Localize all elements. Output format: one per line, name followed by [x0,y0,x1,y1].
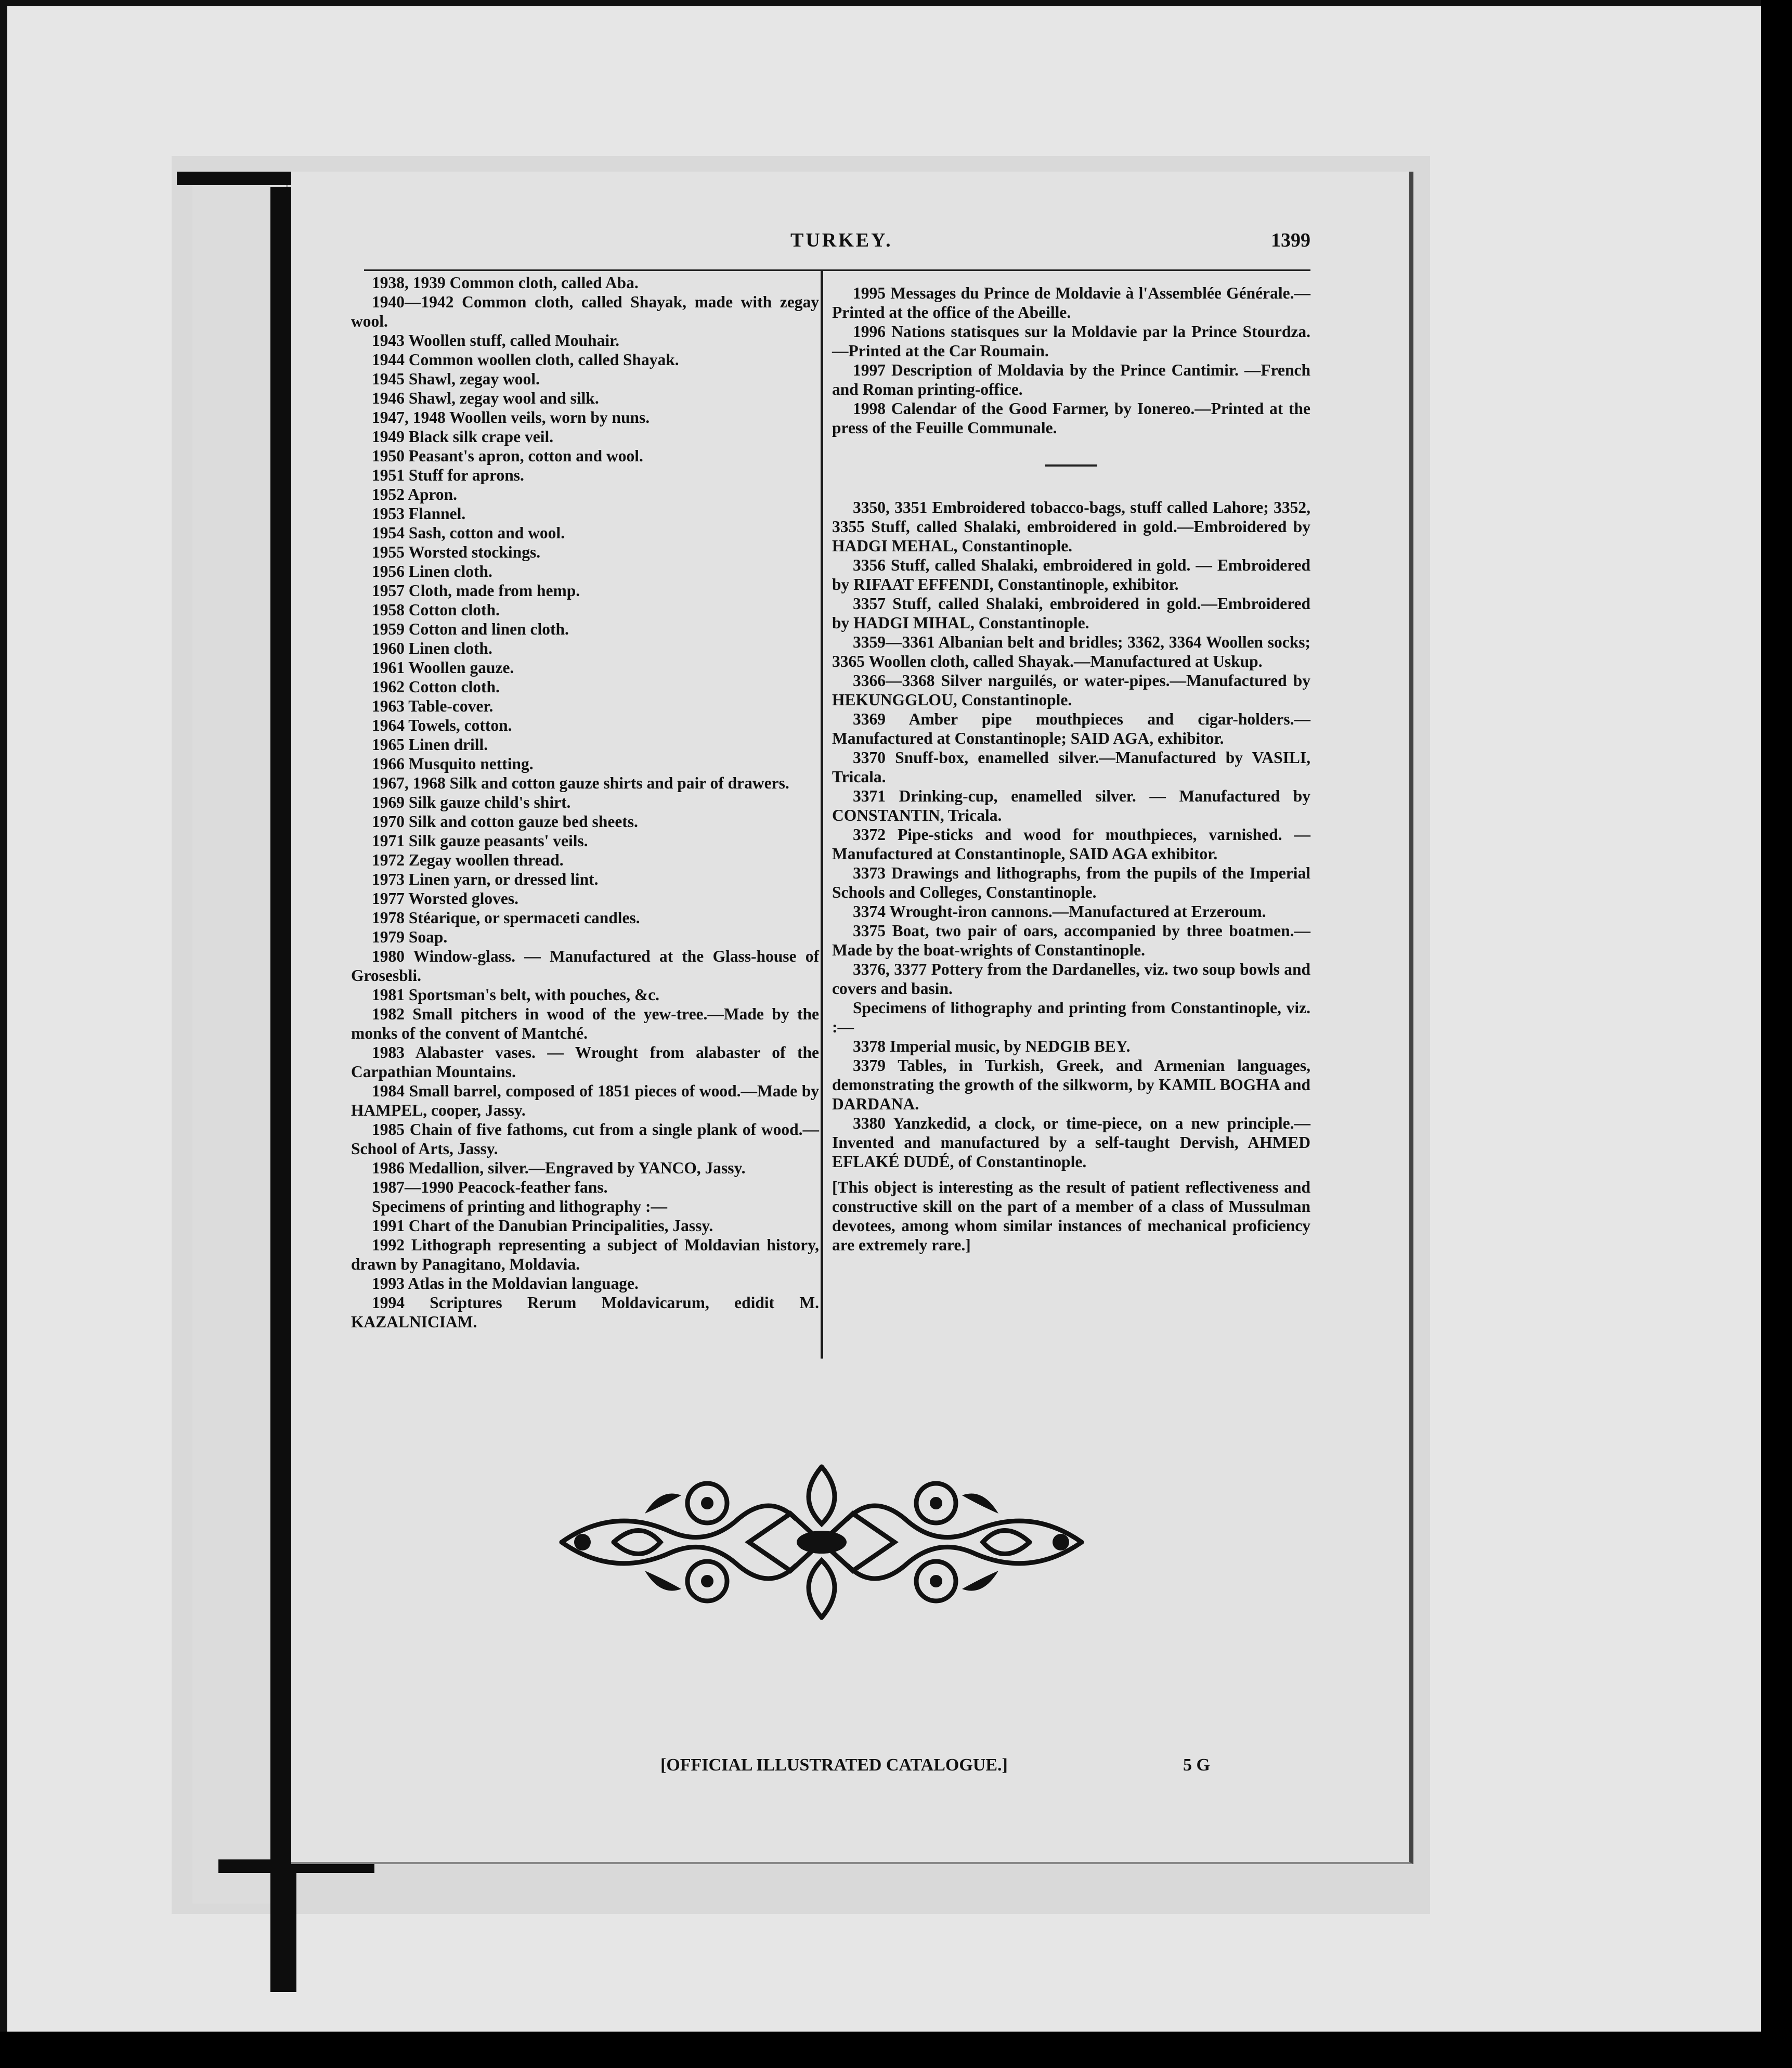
catalogue-entry: 1945 Shawl, zegay wool. [372,370,540,388]
catalogue-entry: 1960 Linen cloth. [372,639,492,657]
page-number: 1399 [1271,229,1310,251]
catalogue-entry: 1955 Worsted stockings. [372,543,541,561]
catalogue-entry: 1993 Atlas in the Moldavian language. [372,1274,639,1292]
catalogue-entry: 1996 Nations statisques sur la Moldavie par la Prince Stourdza.—Printed at the Car Roumain. [832,322,1310,360]
catalogue-entry: 1984 Small barrel, composed of 1851 pieces of wood.—Made by HAMPEL, cooper, Jassy. [351,1082,819,1119]
catalogue-entry: 1943 Woollen stuff, called Mouhair. [372,331,620,350]
catalogue-entry: 1940—1942 Common cloth, called Shayak, made with zegay wool. [351,293,819,330]
catalogue-entry: 3371 Drinking-cup, enamelled silver. — Manufactured by CONSTANTIN, Tricala. [832,787,1310,824]
catalogue-entry: 1978 Stéarique, or spermaceti candles. [372,909,640,927]
catalogue-entry: 3356 Stuff, called Shalaki, embroidered in gold. — Embroidered by RIFAAT EFFENDI, Constantinople, exhibitor. [832,556,1310,593]
catalogue-entry: 1967, 1968 Silk and cotton gauze shirts and pair of drawers. [372,774,789,792]
catalogue-entry: 1979 Soap. [372,928,448,946]
catalogue-entry: 1938, 1939 Common cloth, called Aba. [372,274,639,292]
catalogue-entry: 1997 Description of Moldavia by the Prince Cantimir. —French and Roman printing-office. [832,361,1310,398]
catalogue-entry: 1952 Apron. [372,485,457,503]
catalogue-entry: 1954 Sash, cotton and wool. [372,524,565,542]
header-rule [364,269,1310,271]
right-column-top-entries [832,283,1310,437]
catalogue-entry: 1986 Medallion, silver.—Engraved by YANCO, Jassy. [372,1159,746,1177]
catalogue-entry: 1961 Woollen gauze. [372,658,514,677]
catalogue-entry: 3380 Yanzkedid, a clock, or time-piece, on a new principle.—Invented and manufactured by a self-taught Dervish, AHMED EFLAKÉ DUDÉ, of Constantinople. [832,1114,1310,1171]
catalogue-entry: 3378 Imperial music, by NEDGIB BEY. [853,1037,1131,1055]
catalogue-entry: 1998 Calendar of the Good Farmer, by Ionereo.—Printed at the press of the Feuille Communale. [832,399,1310,437]
left-column [351,273,819,1332]
catalogue-entry: 3372 Pipe-sticks and wood for mouthpieces, varnished. — Manufactured at Constantinople, SAID AGA exhibitor. [832,825,1310,863]
catalogue-entry: 3366—3368 Silver narguilés, or water-pipes.—Manufactured by HEKUNGGLOU, Constantinople. [832,671,1310,709]
running-head [364,229,1310,260]
catalogue-entry: 3379 Tables, in Turkish, Greek, and Armenian languages, demonstrating the growth of the silkworm, by KAMIL BOGHA and DARDANA. [832,1056,1310,1113]
catalogue-entry: 3375 Boat, two pair of oars, accompanied by three boatmen.—Made by the boat-wrights of Constantinople. [832,922,1310,959]
catalogue-entry: 1971 Silk gauze peasants' veils. [372,832,588,850]
catalogue-entry: 1956 Linen cloth. [372,562,492,580]
catalogue-entry: 1985 Chain of five fathoms, cut from a single plank of wood.—School of Arts, Jassy. [351,1120,819,1158]
catalogue-entry: 1958 Cotton cloth. [372,601,500,619]
catalogue-entry: 3350, 3351 Embroidered tobacco-bags, stuff called Lahore; 3352, 3355 Stuff, called Shalaki, embroidered in gold.—Embroidered by HADGI MEHAL, Constantinople. [832,498,1310,555]
catalogue-entry: 1947, 1948 Woollen veils, worn by nuns. [372,408,650,426]
catalogue-entry: 3373 Drawings and lithographs, from the pupils of the Imperial Schools and Colleges, Constantinople. [832,864,1310,901]
scan-border-left [0,0,7,2068]
scan-border-top [0,0,1792,6]
catalogue-entry: 1980 Window-glass. — Manufactured at the Glass-house of Grosesbli. [351,947,819,985]
right-column [832,283,1310,1255]
catalogue-entry: 1944 Common woollen cloth, called Shayak. [372,351,679,369]
catalogue-entry: 1977 Worsted gloves. [372,889,519,908]
catalogue-entry: 1950 Peasant's apron, cotton and wool. [372,447,643,465]
section-separator [1045,464,1097,467]
catalogue-entry: 3369 Amber pipe mouthpieces and cigar-holders.—Manufactured at Constantinople; SAID AGA, exhibitor. [832,710,1310,747]
catalogue-entry: 1982 Small pitchers in wood of the yew-tree.—Made by the monks of the convent of Mantché. [351,1005,819,1042]
catalogue-entry: 1973 Linen yarn, or dressed lint. [372,870,599,888]
catalogue-entry: 1987—1990 Peacock-feather fans. [372,1178,608,1196]
catalogue-entry: 1962 Cotton cloth. [372,678,500,696]
catalogue-entry: 1946 Shawl, zegay wool and silk. [372,389,599,407]
catalogue-entry: 1972 Zegay woollen thread. [372,851,564,869]
note-paragraph: [This object is interesting as the result of patient reflectiveness and constructive skill on the part of a member of a class of Mussulman devotees, among whom similar instances of mechanical proficiency are extremely rare.] [832,1178,1310,1254]
catalogue-entry: 1959 Cotton and linen cloth. [372,620,569,638]
catalogue-entry: 1992 Lithograph representing a subject of Moldavian history, drawn by Panagitano, Moldavia. [351,1236,819,1273]
scan-border-right [1761,0,1792,2068]
catalogue-entry: 1995 Messages du Prince de Moldavie à l'Assemblée Générale.—Printed at the office of the Abeille. [832,284,1310,321]
catalogue-entry: 1951 Stuff for aprons. [372,466,524,484]
catalogue-entry: 1983 Alabaster vases. — Wrought from alabaster of the Carpathian Mountains. [351,1043,819,1081]
scan-border-bottom [0,2032,1792,2068]
catalogue-entry: 1965 Linen drill. [372,735,488,754]
catalogue-entry: 1991 Chart of the Danubian Principalities, Jassy. [372,1217,713,1235]
catalogue-entry: 1970 Silk and cotton gauze bed sheets. [372,812,638,831]
catalogue-entry: 1957 Cloth, made from hemp. [372,581,580,600]
catalogue-entry: 1981 Sportsman's belt, with pouches, &c. [372,986,660,1004]
page-title: TURKEY. [790,229,893,251]
catalogue-entry: 1969 Silk gauze child's shirt. [372,793,571,811]
footer-catalogue-title: [OFFICIAL ILLUSTRATED CATALOGUE.] [660,1755,1008,1775]
footer-signature: 5 G [1183,1755,1210,1775]
catalogue-entry: 1994 Scriptures Rerum Moldavicarum, edidit M. KAZALNICIAM. [351,1294,819,1331]
catalogue-entry: 1964 Towels, cotton. [372,716,512,734]
catalogue-entry: Specimens of lithography and printing from Constantinople, viz. :— [832,999,1310,1036]
decorative-ornament [551,1456,1092,1628]
catalogue-entry: 3374 Wrought-iron cannons.—Manufactured at Erzeroum. [853,902,1266,921]
catalogue-entry: 3376, 3377 Pottery from the Dardanelles, viz. two soup bowls and covers and basin. [832,960,1310,998]
catalogue-entry: 3370 Snuff-box, enamelled silver.—Manufactured by VASILI, Tricala. [832,748,1310,786]
catalogue-entry: 1966 Musquito netting. [372,755,534,773]
catalogue-entry: 1953 Flannel. [372,505,466,523]
column-divider [821,270,823,1359]
catalogue-entry: 3357 Stuff, called Shalaki, embroidered in gold.—Embroidered by HADGI MIHAL, Constantinople. [832,594,1310,632]
catalogue-entry: Specimens of printing and lithography :— [372,1197,667,1216]
catalogue-entry: 1949 Black silk crape veil. [372,428,554,446]
catalogue-entry: 3359—3361 Albanian belt and bridles; 3362, 3364 Woollen socks; 3365 Woollen cloth, called Shayak.—Manufactured at Uskup. [832,633,1310,670]
catalogue-entry: 1963 Table-cover. [372,697,494,715]
right-column-bottom-entries [832,498,1310,1171]
